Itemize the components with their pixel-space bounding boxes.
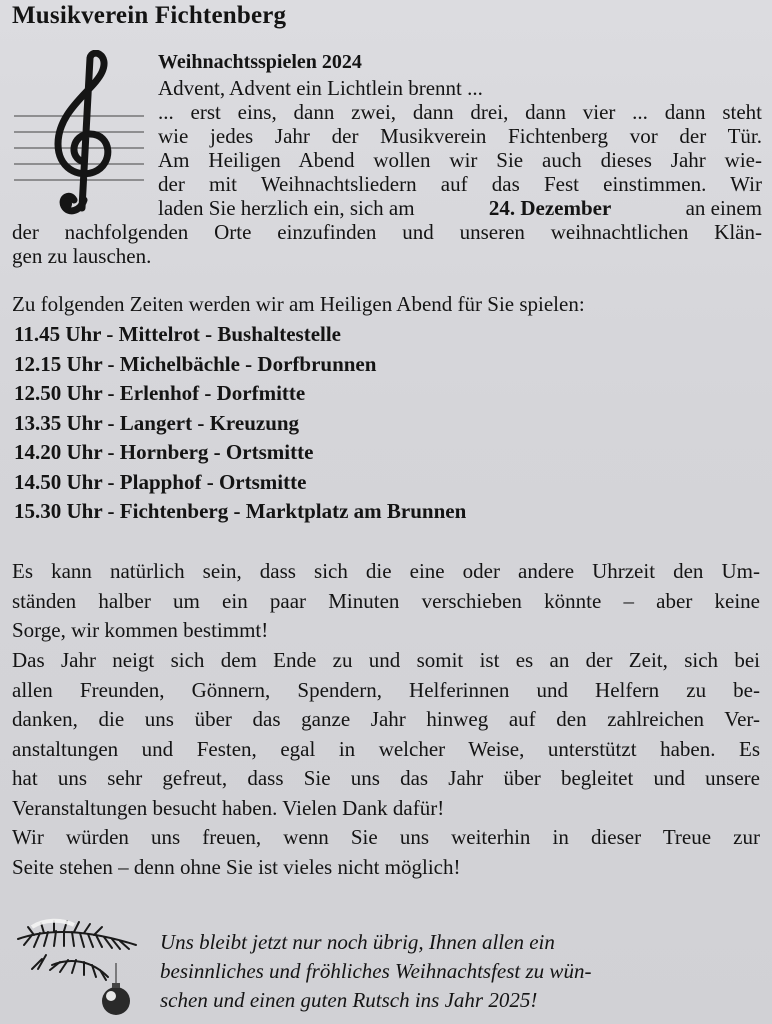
schedule-item: 13.35 Uhr - Langert - Kreuzung xyxy=(14,410,300,435)
wide-line-2: gen zu lauschen. xyxy=(12,244,152,268)
delay-paragraph: Es kann natürlich sein, dass sich die eine oder andere Uhrzeit den Um- ständen halber um ein paar Minuten verschieben könnte – aber keine Sorge, wir kommen bestimmt! xyxy=(12,559,760,642)
thanks-paragraph: Das Jahr neigt sich dem Ende zu und somit ist es an der Zeit, sich bei allen Freunden, Gönnern, Spendern, Helferinnen und Helfern zu be- danken, die uns über das ganze Jahr hinweg auf den zahlreichen Ver- anstaltungen und Festen, egal in welcher Weise, unterstützt haben. Es hat uns sehr gefreut, dass Sie uns das Jahr über begleitet und unsere Veranstaltungen besucht haben. Vielen Dank dafür! Wir würden uns freuen, wenn Sie uns weiterhin in dieser Treue zur Seite stehen – denn ohne Sie ist vieles nicht möglich! xyxy=(12,648,760,879)
schedule-item: 14.20 Uhr - Hornberg - Ortsmitte xyxy=(14,440,314,464)
page-title: Musikverein Fichtenberg xyxy=(12,2,287,29)
schedule-item: 14.50 Uhr - Plapphof - Ortsmitte xyxy=(14,469,307,494)
article-subtitle: Weihnachtsspielen 2024 xyxy=(158,51,362,73)
intro-line-1: Advent, Advent ein Lichtlein brennt ... xyxy=(158,76,483,100)
intro-line-6: laden Sie herzlich ein, sich am 24. Dezember an einem xyxy=(158,196,762,220)
closing-message: Uns bleibt jetzt nur noch übrig, Ihnen allen ein besinnliches und fröhliches Weihnachtsfest zu wün- schen und einen guten Rutsch ins Jahr 2025! xyxy=(160,930,592,1012)
treble-clef-icon xyxy=(14,50,146,220)
schedule-item: 12.50 Uhr - Erlenhof - Dorfmitte xyxy=(14,381,306,405)
event-date: 24. Dezember xyxy=(488,196,612,220)
schedule-item: 15.30 Uhr - Fichtenberg - Marktplatz am Brunnen xyxy=(14,499,467,523)
show-through-texture xyxy=(372,8,377,34)
wide-line-1: der nachfolgenden Orte einzufinden und unseren weihnachtlichen Klän- xyxy=(12,220,762,244)
intro-line-2: ... erst eins, dann zwei, dann drei, dann vier ... dann steht xyxy=(158,100,762,124)
intro-line-3: wie jedes Jahr der Musikverein Fichtenberg vor der Tür. xyxy=(158,124,762,148)
intro-line-5: der mit Weihnachtsliedern auf das Fest einstimmen. Wir xyxy=(158,172,762,196)
schedule-item: 12.15 Uhr - Michelbächle - Dorfbrunnen xyxy=(14,351,377,376)
schedule-intro: Zu folgenden Zeiten werden wir am Heiligen Abend für Sie spielen: xyxy=(12,292,585,316)
fir-branch-ornament-icon xyxy=(12,905,142,1020)
intro-line-4: Am Heiligen Abend wollen wir Sie auch dieses Jahr wie- xyxy=(158,148,762,172)
schedule-list xyxy=(14,320,466,527)
schedule-item: 11.45 Uhr - Mittelrot - Bushaltestelle xyxy=(14,322,342,346)
